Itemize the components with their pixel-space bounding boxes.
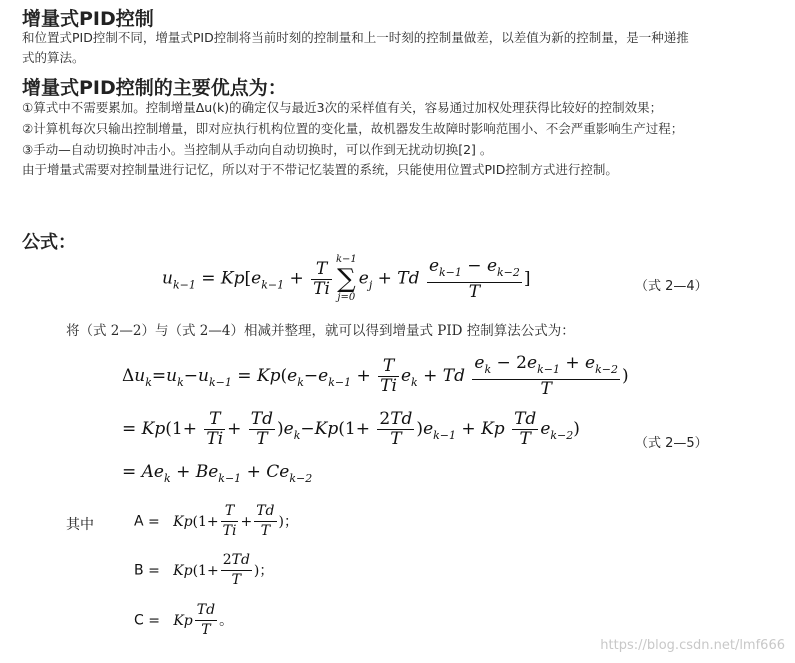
advantage-note: 由于增量式需要对控制量进行记忆，所以对于不带记忆装置的系统，只能使用位置式PID控制方式进行控制。: [22, 162, 618, 177]
equation-tag-2-5: （式 2—5）: [635, 436, 708, 451]
equation-2-4: $u_{k-1} = Kp[e_{k-1}$ + $\frac{T}{Ti}$ k−1 ∑ j=0 $e_j + Td$ $\frac{e_{k-1} - e_{k-2}}{T}$ ]: [162, 254, 531, 303]
advantage-2: ②计算机每次只输出控制增量，即对应执行机构位置的变化量，故机器发生故障时影响范围小、不会严重影响生产过程；: [22, 121, 684, 136]
equation-2-5-line-3: = $Ae_k + Be_{k-1} + Ce_{k-2}$: [122, 462, 313, 485]
advantages-heading: 增量式PID控制的主要优点为：: [22, 77, 287, 99]
formula-heading: 公式：: [22, 232, 76, 253]
intro-line-1: 和位置式PID控制不同，增量式PID控制将当前时刻的控制量和上一时刻的控制量做差，以差值为新的控制量，是一种递推: [22, 30, 689, 45]
where-label: 其中: [66, 517, 94, 533]
equation-2-5-line-2: = Kp(1+ $\frac{T}{Ti}$ + $\frac{Td}{T}$ )$e_k-Kp(1+$ $\frac{2Td}{T}$ )$e_{k-1} + Kp$ $\frac{Td}{T}$ $e_{k-2}$): [122, 409, 580, 449]
equation-tag-2-4: （式 2—4）: [635, 279, 708, 294]
advantage-1: ①算式中不需要累加。控制增量Δu(k)的确定仅与最近3次的采样值有关，容易通过加权处理获得比较好的控制效果；: [22, 100, 663, 115]
intro-line-2: 式的算法。: [22, 50, 85, 65]
coef-C-label: C: [134, 612, 144, 629]
coef-C-definition: C = Kp $\frac{Td}{T}$ 。: [134, 602, 234, 638]
title-incremental-pid: 增量式PID控制: [22, 8, 154, 30]
watermark: https://blog.csdn.net/lmf666: [600, 638, 785, 653]
coef-A-label: A: [134, 513, 144, 530]
combine-text: 将（式 2—2）与（式 2—4）相减并整理，就可以得到增量式 PID 控制算法公式为：: [66, 323, 575, 339]
coef-B-label: B: [134, 562, 144, 579]
coef-B-definition: B = Kp(1+ $\frac{2Td}{T}$ )；: [134, 552, 274, 588]
advantage-3: ③手动—自动切换时冲击小。当控制从手动向自动切换时，可以作到无扰动切换[2] 。: [22, 142, 493, 157]
coef-A-definition: A = Kp(1+ $\frac{T}{Ti}$ + $\frac{Td}{T}$ )；: [134, 503, 298, 539]
equation-2-5-line-1: $\Delta u_k=u_k-u_{k-1} = Kp(e_k-e_{k-1}$ + $\frac{T}{Ti}$ $e_k + Td$ $\frac{e_k - 2e_{k-1} + e_{k-2}}{T}$ ): [122, 353, 629, 399]
